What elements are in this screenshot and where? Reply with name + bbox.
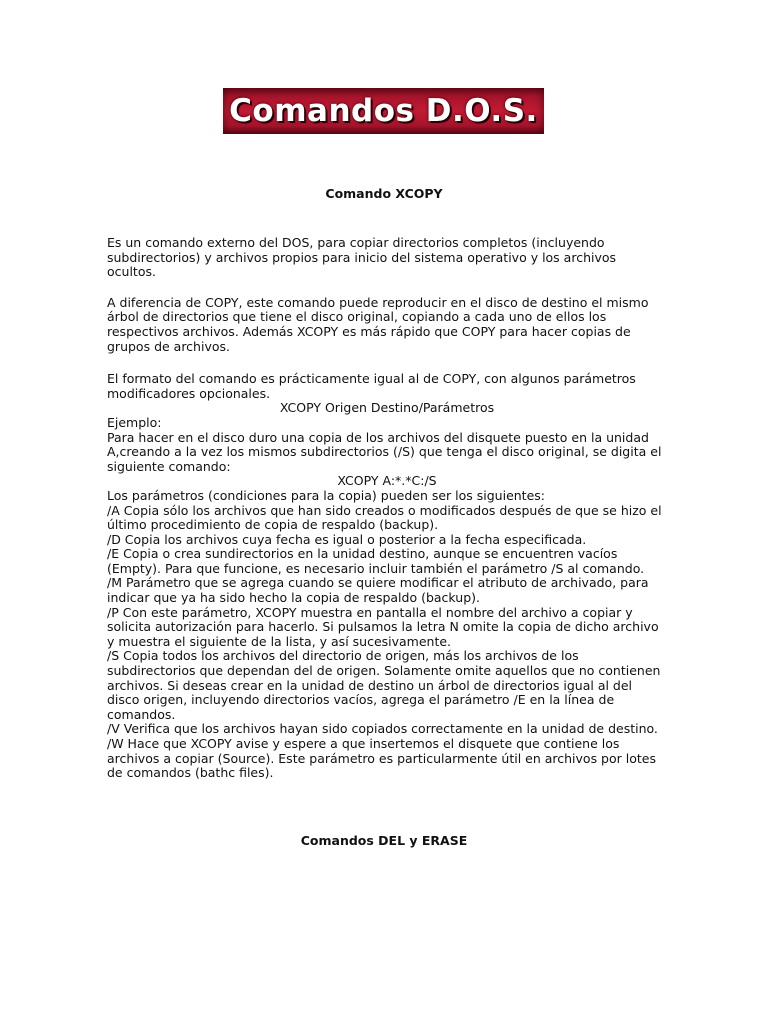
parameter-p: /P Con este parámetro, XCOPY muestra en pantalla el nombre del archivo a copiar y solicita autorización para hacerlo. Si pulsamos la letra N omite la copia de dicho archivo y muestra el siguiente de la lista, y así sucesivamente. [107,604,659,649]
document-body [107,236,667,781]
paragraph-intro: Es un comando externo del DOS, para copiar directorios completos (incluyendo subdirectorios) y archivos propios para inicio del sistema operativo y los archivos ocultos. [107,235,617,280]
banner-title: Comandos D.O.S. [229,93,538,129]
paragraph-difference: A diferencia de COPY, este comando puede reproducir en el disco de destino el mismo árbol de directorios que tiene el disco original, copiando a cada uno de ellos los respectivos archivos. Además XCOPY es más rápido que COPY para hacer copias de grupos de archivos. [107,294,649,354]
parameter-a: /A Copia sólo los archivos que han sido creados o modificados después de que se hizo el último procedimiento de copia de respaldo (backup). [107,502,662,533]
parameter-s: /S Copia todos los archivos del directorio de origen, más los archivos de los subdirectorios que dependan del de origen. Solamente omite aquellos que no contienen archivos. Si deseas crear en la unidad de destino un árbol de directorios igual al del disco origen, incluyendo directorios vacíos, agrega el parámetro /E en la línea de comandos. [107,648,661,722]
parameter-e: /E Copia o crea sundirectorios en la unidad destino, aunque se encuentren vacíos (Empty). Para que funcione, es necesario incluir también el parámetro /S al comando. [107,546,645,576]
example-command: XCOPY A:*.*C:/S [337,473,437,489]
section-heading-xcopy: Comando XCOPY [325,186,443,201]
parameters-intro: Los parámetros (condiciones para la copia) pueden ser los siguientes: [107,487,546,503]
parameter-m: /M Parámetro que se agrega cuando se quiere modificar el atributo de archivado, para indicar que ya ha sido hecho la copia de respaldo (backup). [107,575,649,606]
example-description: Para hacer en el disco duro una copia de los archivos del disquete puesto en la unidad A,creando a la vez los mismos subdirectorios (/S) que tenga el disco original, se digita el siguiente comando: [107,429,662,474]
example-label: Ejemplo: [107,414,162,430]
section-heading-del-erase: Comandos DEL y ERASE [300,833,468,848]
parameter-v: /V Verifica que los archivos hayan sido copiados correctamente en la unidad de destino. [107,721,658,737]
title-banner [223,88,544,134]
paragraph-format: El formato del comando es prácticamente igual al de COPY, con algunos parámetros modificadores opcionales. [107,371,636,401]
parameter-d: /D Copia los archivos cuya fecha es igual o posterior a la fecha especificada. [107,531,587,547]
syntax-line: XCOPY Origen Destino/Parámetros [279,400,495,416]
parameter-w: /W Hace que XCOPY avise y espere a que insertemos el disquete que contiene los archivos a copiar (Source). Este parámetro es particularmente útil en archivos por lotes de comandos (bathc files). [107,736,656,781]
